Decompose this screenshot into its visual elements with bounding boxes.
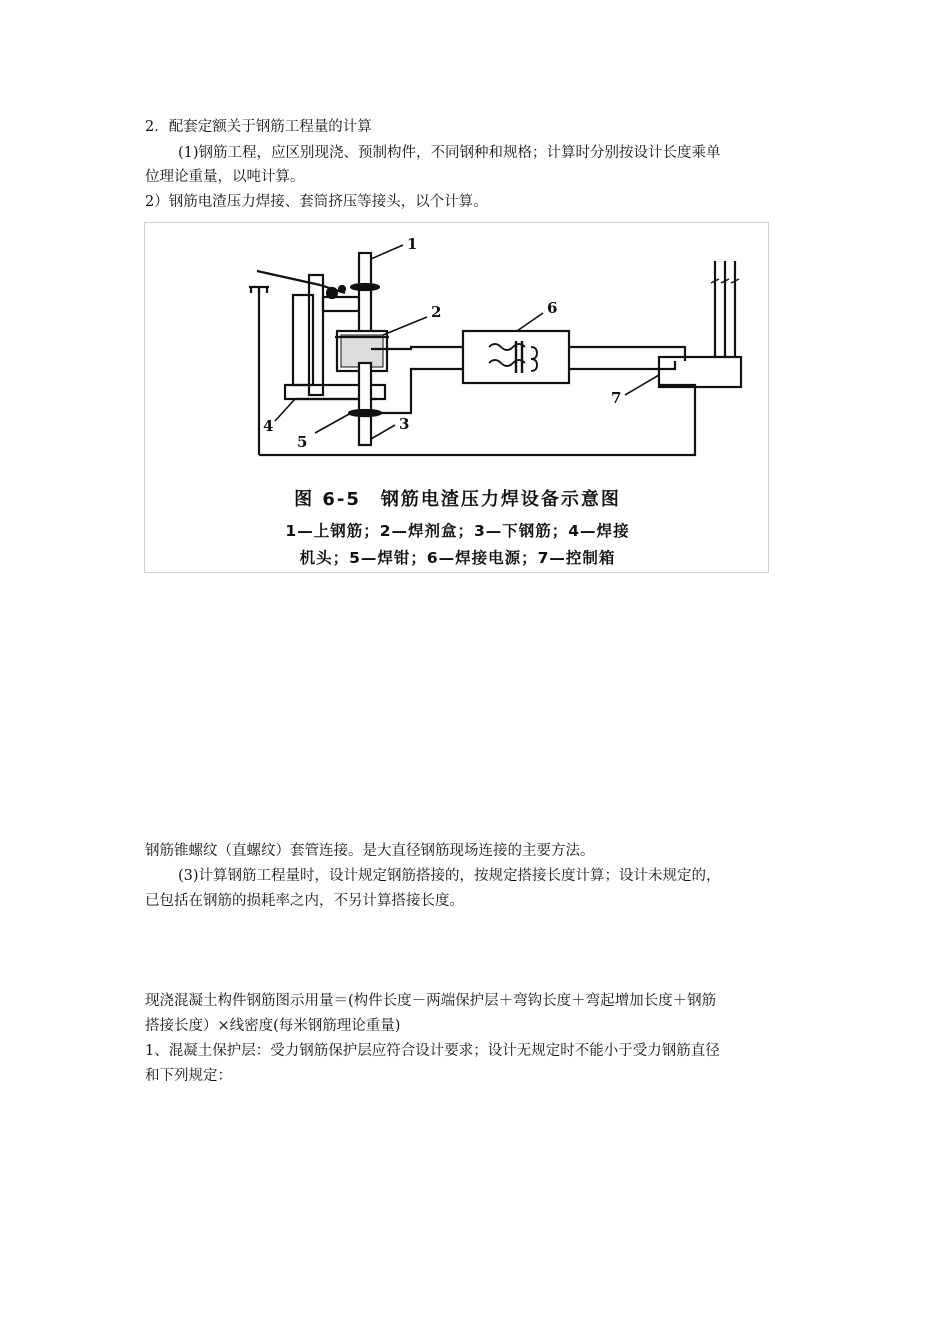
upper-clamp xyxy=(351,284,379,290)
paragraph-lap-length-line2: 已包括在钢筋的损耗率之内，不另计算搭接长度。 xyxy=(145,893,464,909)
heading-section-2: 2．配套定额关于钢筋工程量的计算 xyxy=(145,119,372,135)
figure-label-6: 6 xyxy=(547,299,558,317)
paragraph-rebar-works-line1: (1)钢筋工程，应区别现浇、预制构件，不同钢种和规格；计算时分别按设计长度乘单 xyxy=(178,145,721,161)
figure-label-5: 5 xyxy=(297,433,308,451)
formula-line1: 现浇混凝土构件钢筋图示用量＝(构件长度－两端保护层＋弯钩长度＋弯起增加长度＋钢筋 xyxy=(145,993,717,1009)
leader-1 xyxy=(371,245,403,259)
figure-label-2: 2 xyxy=(431,303,442,321)
control-wire-top xyxy=(569,347,685,361)
figure-caption-line2: 机头；5—焊钳；6—焊接电源；7—控制箱 xyxy=(299,549,616,567)
leader-7 xyxy=(625,375,659,395)
leader-5 xyxy=(315,413,351,433)
paragraph-rebar-works-line2: 位理论重量，以吨计算。 xyxy=(145,169,305,185)
figure-label-3: 3 xyxy=(399,415,410,433)
figure-caption-line1: 1—上钢筋；2—焊剂盒；3—下钢筋；4—焊接 xyxy=(285,522,630,540)
paragraph-threaded-sleeve: 钢筋锥螺纹（直螺纹）套管连接。是大直径钢筋现场连接的主要方法。 xyxy=(145,843,595,859)
welding-equipment-figure xyxy=(144,222,769,573)
formula-line2: 搭接长度）×线密度(每米钢筋理论重量) xyxy=(145,1018,401,1034)
leader-4 xyxy=(275,399,295,421)
figure-title: 图 6-5 钢筋电渣压力焊设备示意图 xyxy=(294,489,621,510)
concrete-cover-line1: 1、混凝土保护层：受力钢筋保护层应符合设计要求；设计无规定时不能小于受力钢筋直径 xyxy=(145,1043,720,1059)
bottom-return-wire xyxy=(259,385,695,455)
lower-rebar xyxy=(359,363,371,445)
paragraph-lap-length-line1: (3)计算钢筋工程量时，设计规定钢筋搭接的，按规定搭接长度计算；设计未规定的， xyxy=(178,868,721,884)
leader-3 xyxy=(371,425,395,439)
control-box xyxy=(659,357,741,387)
figure-label-7: 7 xyxy=(611,389,622,407)
concrete-cover-line2: 和下列规定： xyxy=(145,1068,232,1084)
figure-label-1: 1 xyxy=(407,235,418,253)
leader-6 xyxy=(517,313,543,331)
lever-arm xyxy=(257,271,320,285)
paragraph-welding-joints: 2）钢筋电渣压力焊接、套筒挤压等接头，以个计算。 xyxy=(145,194,488,210)
figure-label-4: 4 xyxy=(263,417,274,435)
leader-2 xyxy=(383,317,427,335)
